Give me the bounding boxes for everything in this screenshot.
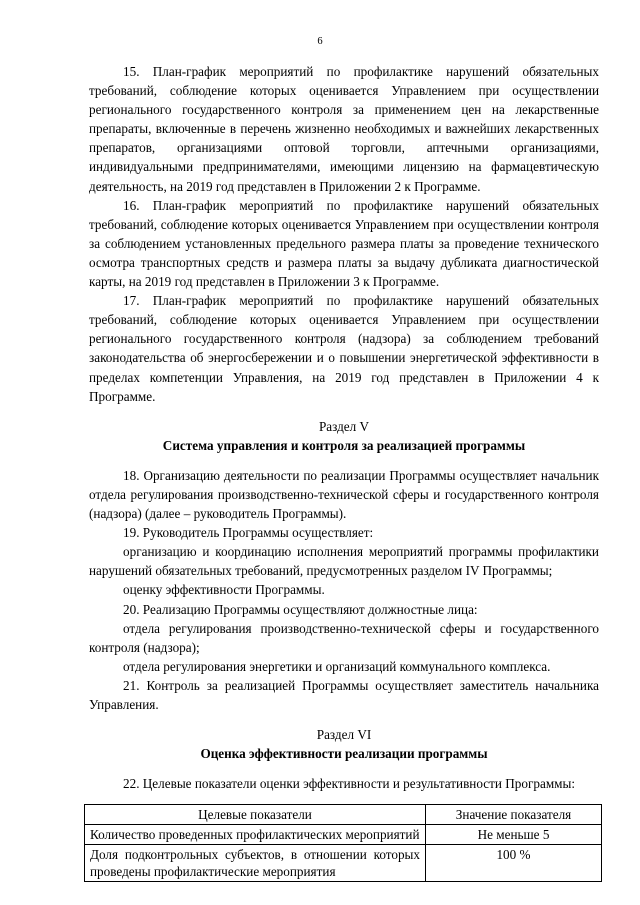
document-body [89, 62, 599, 882]
paragraph-19: 19. Руководитель Программы осуществляет: [123, 525, 374, 541]
section-5-title: Система управления и контроля за реализацией программы [162, 437, 526, 453]
paragraph-19-item-2: оценку эффективности Программы. [123, 582, 325, 598]
paragraph-20-item-2: отдела регулирования энергетики и организаций коммунального комплекса. [123, 658, 551, 674]
table-header-row [85, 805, 602, 825]
paragraph-20-item-1: отдела регулирования производственно-технической сферы и государственного контроля (надзора); [89, 620, 599, 655]
table-header-indicator: Целевые показатели [85, 805, 426, 825]
section-6-label: Раздел VI [316, 727, 372, 743]
table-row [85, 825, 602, 845]
paragraph-16: 16. План-график мероприятий по профилактике нарушений обязательных требований, соблюдение которых оценивается Управлением при осуществлении контроля за соблюдением установленных предельного размера платы за проведение технического осмотра транспортных средств и размера платы за выдачу дубликата диагностической карты, на 2019 год представлен в Приложении 3 к Программе. [89, 197, 599, 290]
paragraph-18: 18. Организацию деятельности по реализации Программы осуществляет начальник отдела регулирования производственно-технической сферы и государственного контроля (надзора) (далее – руководитель Программы). [89, 467, 599, 522]
paragraph-15: 15. План-график мероприятий по профилактике нарушений обязательных требований, соблюдение которых оценивается Управлением при осуществлении регионального государственного контроля за применением цен на лекарственные препараты, включенные в перечень жизненно необходимых и важнейших лекарственных препаратов, организациями оптовой торговли, аптечными организациями, индивидуальными предпринимателями, имеющими лицензию на фармацевтическую деятельность, на 2019 год представлен в Приложении 2 к Программе. [89, 64, 599, 194]
paragraph-19-item-1: организацию и координацию исполнения мероприятий программы профилактики нарушений обязательных требований, предусмотренных разделом IV Программы; [89, 544, 599, 579]
table-cell-indicator: Количество проведенных профилактических мероприятий [85, 825, 426, 845]
table-cell-value: Не меньше 5 [426, 825, 602, 845]
paragraph-20: 20. Реализацию Программы осуществляют должностные лица: [123, 601, 478, 617]
target-indicators-table [84, 804, 602, 882]
paragraph-22: 22. Целевые показатели оценки эффективности и результативности Программы: [123, 776, 576, 792]
section-6-title: Оценка эффективности реализации программы [200, 746, 488, 762]
paragraph-17: 17. План-график мероприятий по профилактике нарушений обязательных требований, соблюдение которых оценивается Управлением при осуществлении регионального государственного контроля (надзора) за соблюдением требований законодательства об энергосбережении и о повышении энергетической эффективности в пределах компетенции Управления, на 2019 год представлен в Приложении 4 к Программе. [89, 293, 599, 404]
paragraph-21: 21. Контроль за реализацией Программы осуществляет заместитель начальника Управления. [89, 677, 599, 712]
section-5-label: Раздел V [318, 418, 370, 434]
table-cell-value: 100 % [426, 845, 602, 882]
table-header-value: Значение показателя [426, 805, 602, 825]
page-number: 6 [317, 36, 323, 47]
table-cell-indicator: Доля подконтрольных субъектов, в отношении которых проведены профилактические мероприятия [85, 845, 426, 882]
table-row [85, 845, 602, 882]
